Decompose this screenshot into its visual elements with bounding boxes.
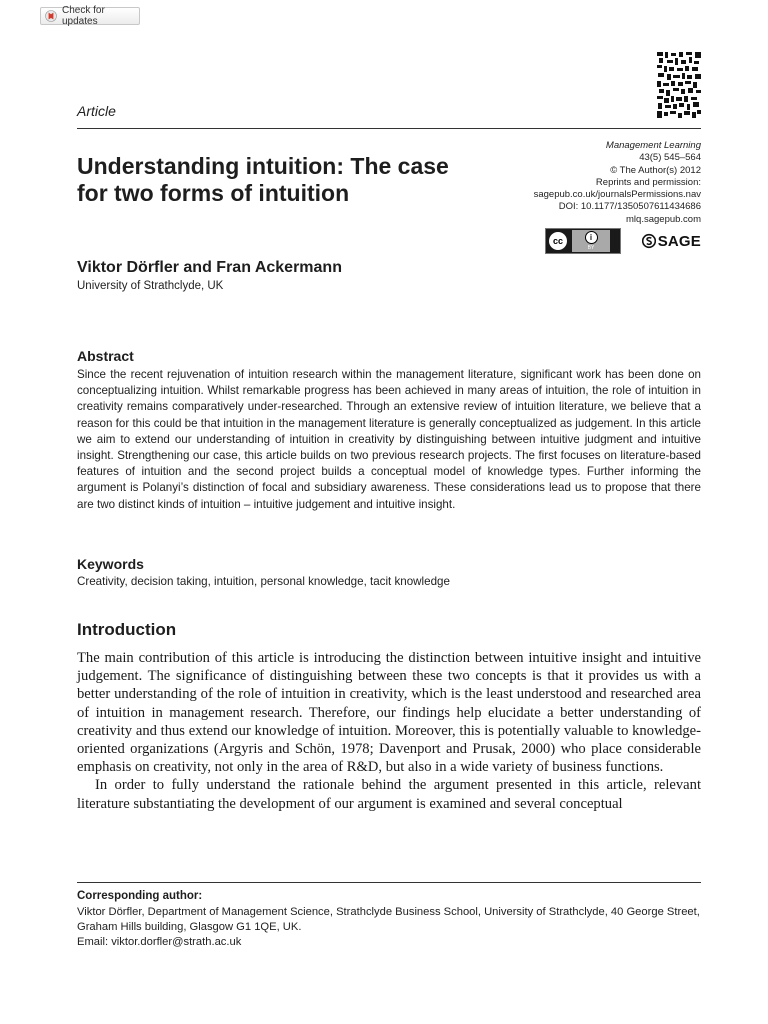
reprints-link[interactable]: sagepub.co.uk/journalsPermissions.nav bbox=[533, 189, 701, 201]
keywords-text: Creativity, decision taking, intuition, personal knowledge, tacit knowledge bbox=[77, 575, 450, 588]
sage-mark-icon bbox=[642, 233, 656, 249]
volume-pages: 43(5) 545–564 bbox=[639, 152, 701, 164]
creative-commons-by-badge[interactable] bbox=[545, 228, 621, 254]
introduction-paragraph: In order to fully understand the rationale behind the argument presented in this article, relevant literature substantiating the development of our argument is examined and several conceptual bbox=[77, 777, 701, 812]
corresponding-author-heading: Corresponding author: bbox=[77, 890, 203, 902]
by-label: BY bbox=[587, 245, 595, 251]
keywords-heading: Keywords bbox=[77, 556, 144, 572]
author-affiliation: University of Strathclyde, UK bbox=[77, 280, 224, 292]
check-for-updates-button[interactable] bbox=[40, 7, 140, 25]
article-title: Understanding intuition: The case for two forms of intuition bbox=[77, 153, 449, 206]
author-names: Viktor Dörfler and Fran Ackermann bbox=[77, 259, 342, 276]
license-and-publisher bbox=[545, 228, 701, 254]
introduction-body bbox=[77, 649, 701, 813]
check-updates-icon bbox=[45, 10, 57, 22]
cc-icon: cc bbox=[549, 232, 567, 250]
attribution-icon: i BY bbox=[572, 230, 610, 252]
reprints-label: Reprints and permission: bbox=[595, 176, 701, 188]
sage-logo bbox=[642, 233, 701, 250]
introduction-paragraph: The main contribution of this article is introducing the distinction between intuitive insight and intuitive judgement. The significance of distinguishing between these two concepts is that it provides us with a better understanding of the role of intuition in creativity, which is the least understood and researched area of intuition in management research. Therefore, our findings help elucidate a better understanding of creativity and thus extend our knowledge of intuition. Moreover, this is potentially valuable to knowledge-oriented organizations (Argyris and Schön, 1978; Davenport and Prusak, 2000) who place considerable emphasis on creativity, not only in the area of R&D, but also in a wide variety of business functions. bbox=[77, 650, 701, 776]
sage-logo-text: SAGE bbox=[657, 232, 701, 250]
doi-link[interactable]: DOI: 10.1177/1350507611434686 bbox=[558, 201, 701, 213]
article-type-label: Article bbox=[77, 103, 116, 119]
introduction-heading: Introduction bbox=[77, 620, 177, 639]
footnote-divider bbox=[77, 882, 701, 883]
journal-name: Management Learning bbox=[605, 140, 701, 151]
qr-code bbox=[657, 52, 701, 118]
header-divider bbox=[77, 128, 701, 129]
journal-site-link[interactable]: mlq.sagepub.com bbox=[626, 213, 701, 225]
corresponding-author-details bbox=[77, 905, 701, 951]
publication-info bbox=[534, 140, 701, 226]
corresponding-author-address: Viktor Dörfler, Department of Management Science, Strathclyde Business School, University of Strathclyde, 40 George Street, Graham Hills building, Glasgow G1 1QE, UK. bbox=[77, 906, 700, 934]
abstract-heading: Abstract bbox=[77, 348, 134, 364]
check-for-updates-label: Check for updates bbox=[62, 5, 105, 27]
corresponding-author-email[interactable]: Email: viktor.dorfler@strath.ac.uk bbox=[77, 936, 242, 949]
copyright-notice: © The Author(s) 2012 bbox=[610, 164, 701, 176]
abstract-text: Since the recent rejuvenation of intuition research within the management literature, significant work has been done on conceptualizing intuition. Whilst remarkable progress has been achieved in many areas of intuition, the role of intuition in creativity remains comparatively under-researched. Through an extensive review of intuition literature, we believe that a reason for this could be that intuition in the management literature is generally conceptualized as judgement. In this article we aim to extend our understanding of intuition in creativity by distinguishing between intuitive judgment and intuitive insight. Strengthening our case, this article builds on two previous research projects. The first focuses on literature-based features of intuition and the second project builds a conceptual model of knowledge types. Further informing the argument is Polanyi’s distinction of focal and subsidiary awareness. These considerations lead us to propose that there are two distinct kinds of intuition – intuitive judgement and intuitive insight. bbox=[77, 368, 701, 511]
